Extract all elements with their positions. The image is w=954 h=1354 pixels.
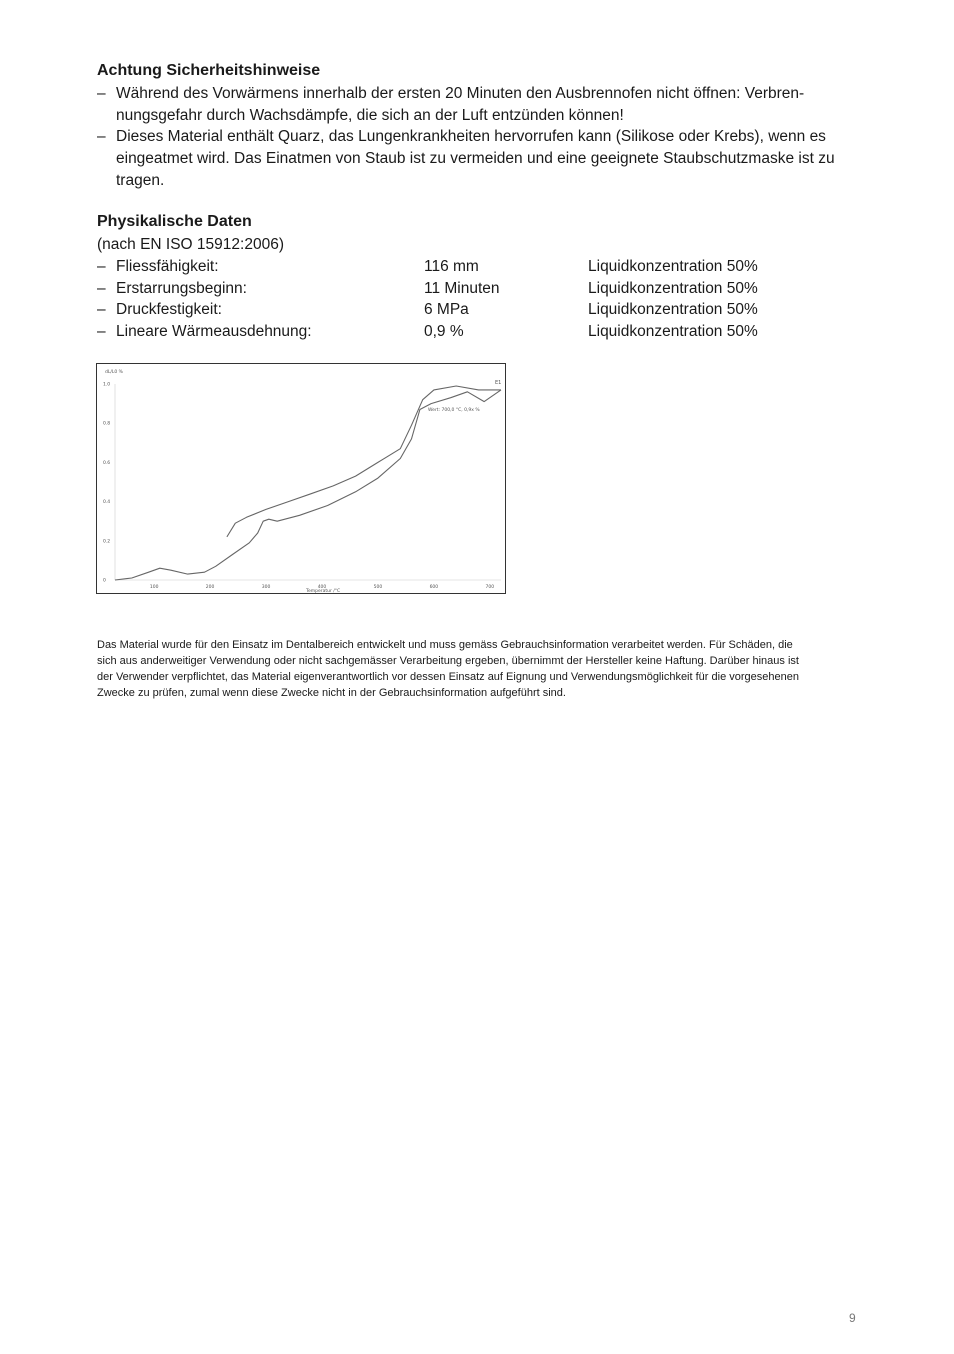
bullet-line: tragen. (116, 172, 165, 189)
x-tick-label: 300 (261, 585, 271, 590)
row-label: Lineare Wärmeausdehnung: (116, 323, 312, 340)
y-tick-label: 0.4 (103, 500, 111, 506)
chart-canvas (97, 364, 505, 593)
row-label: Druckfestigkeit: (116, 301, 222, 318)
x-tick-label: 100 (149, 585, 159, 590)
norm-reference: (nach EN ISO 15912:2006) (97, 236, 284, 253)
row-label: Fliessfähigkeit: (116, 258, 219, 275)
y-axis-label: dL/L0 % (105, 370, 123, 375)
bullet-line: Während des Vorwärmens innerhalb der ersten 20 Minuten den Ausbrennofen nicht öffnen: Verbren- (116, 85, 805, 102)
thermal-expansion-chart (96, 363, 506, 594)
row-value: 116 mm (424, 258, 479, 275)
row-condition: Liquidkonzentration 50% (588, 280, 758, 297)
x-tick-label: 600 (429, 585, 439, 590)
row-value: 6 MPa (424, 301, 469, 318)
bullet-line: eingeatmet wird. Das Einatmen von Staub ist zu vermeiden und eine geeignete Staubschutzmaske ist zu (116, 150, 835, 167)
bullet-dash: – (97, 301, 106, 318)
y-tick-label: 0.8 (103, 421, 111, 427)
chart-annotation: Wert: 700,0 °C, 0,9x % (428, 408, 480, 413)
y-tick-label: 0 (103, 578, 106, 584)
disclaimer (97, 637, 799, 701)
heating-curve (115, 390, 501, 580)
x-tick-label: 500 (373, 585, 383, 590)
row-label: Erstarrungsbeginn: (116, 280, 247, 297)
bullet-line: Dieses Material enthält Quarz, das Lungenkrankheiten hervorrufen kann (Silikose oder Krebs), wenn es (116, 128, 826, 145)
disclaimer-line: der Verwender verpflichtet, das Material eigenverantwortlich vor dessen Einsatz auf Eignung und Verwendungsmöglichkeit für die vorgesehenen (97, 671, 799, 683)
page-number: 9 (849, 1311, 856, 1325)
row-value: 11 Minuten (424, 280, 500, 297)
data-row (0, 256, 954, 278)
disclaimer-line: sich aus anderweitiger Verwendung oder nicht sachgemässer Verarbeitung ergeben, übernimmt der Hersteller keine Haftung. Darüber hinaus ist (97, 655, 799, 667)
bullet-dash: – (97, 323, 106, 340)
disclaimer-line: Das Material wurde für den Einsatz im Dentalbereich entwickelt und muss gemäss Gebrauchsinformation verarbeitet werden. Für Schäden, die (97, 639, 793, 651)
bullet-dash: – (97, 128, 106, 145)
bullet-line: nungsgefahr durch Wachsdämpfe, die sich an der Luft entzünden können! (116, 107, 624, 124)
x-tick-label: 700 (485, 585, 495, 590)
x-tick-label: 400 (317, 585, 327, 590)
bullet-dash: – (97, 258, 106, 275)
safety-heading: Achtung Sicherheitshinweise (97, 62, 321, 79)
data-row (0, 278, 954, 300)
y-tick-label: 1.0 (103, 382, 111, 388)
y-tick-label: 0.6 (103, 460, 111, 466)
physical-heading: Physikalische Daten (97, 213, 252, 230)
row-condition: Liquidkonzentration 50% (588, 258, 758, 275)
data-row (0, 321, 954, 343)
bullet-dash: – (97, 280, 106, 297)
bullet-dash: – (97, 85, 106, 102)
end-marker-label: E1 (495, 380, 502, 386)
row-value: 0,9 % (424, 323, 464, 340)
y-tick-label: 0.2 (103, 539, 111, 545)
data-row (0, 299, 954, 321)
disclaimer-line: Zwecke zu prüfen, zumal wenn diese Zwecke nicht in der Gebrauchsinformation aufgeführt sind. (97, 687, 566, 699)
x-tick-label: 200 (205, 585, 215, 590)
row-condition: Liquidkonzentration 50% (588, 323, 758, 340)
row-condition: Liquidkonzentration 50% (588, 301, 758, 318)
x-axis-label: Temperatur /°C (306, 589, 341, 593)
